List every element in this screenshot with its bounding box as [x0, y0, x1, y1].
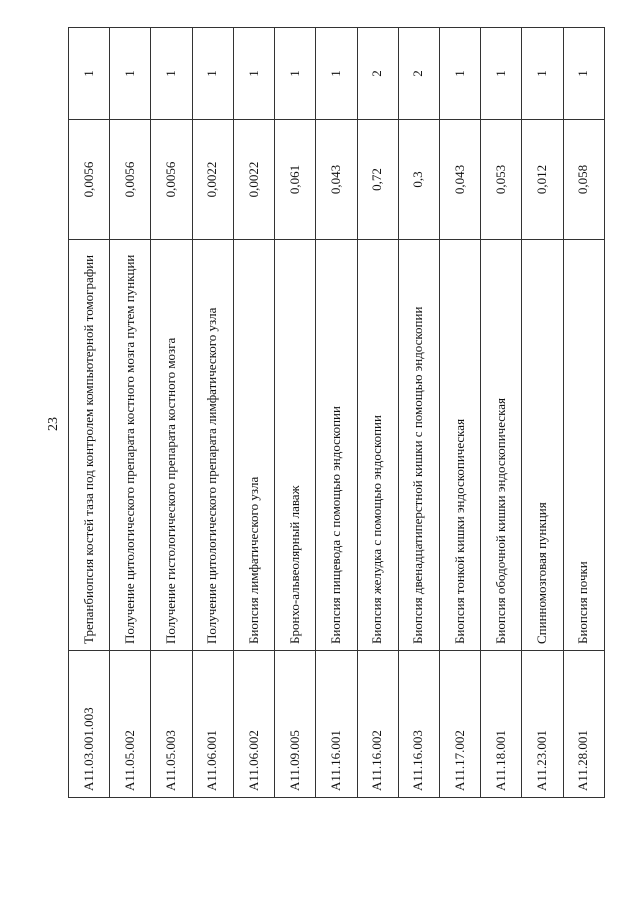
table-row — [563, 28, 604, 798]
service-code-cell: А11.05.003 — [151, 651, 192, 798]
frequency-cell: 0,0056 — [151, 120, 192, 240]
multiplicity-cell: 1 — [439, 28, 480, 120]
table-row — [481, 28, 522, 798]
frequency-cell: 0,72 — [357, 120, 398, 240]
service-name-cell: Получение цитологического препарата лимфатического узла — [192, 240, 233, 651]
service-code-cell: А11.16.001 — [316, 651, 357, 798]
table-row — [316, 28, 357, 798]
frequency-cell: 0,061 — [275, 120, 316, 240]
multiplicity-cell: 1 — [563, 28, 604, 120]
service-name-cell: Трепанбиопсия костей таза под контролем компьютерной томографии — [69, 240, 110, 651]
frequency-cell: 0,0022 — [192, 120, 233, 240]
multiplicity-cell: 1 — [69, 28, 110, 120]
service-name-cell: Получение цитологического препарата костного мозга путем пункции — [110, 240, 151, 651]
frequency-cell: 0,3 — [398, 120, 439, 240]
frequency-cell: 0,0056 — [69, 120, 110, 240]
service-code-cell: А11.09.005 — [275, 651, 316, 798]
multiplicity-cell: 2 — [357, 28, 398, 120]
table-row — [522, 28, 563, 798]
service-name-cell: Биопсия лимфатического узла — [233, 240, 274, 651]
service-code-cell: А11.05.002 — [110, 651, 151, 798]
service-code-cell: А11.23.001 — [522, 651, 563, 798]
service-code-cell: А11.18.001 — [481, 651, 522, 798]
service-name-cell: Биопсия желудка с помощью эндоскопии — [357, 240, 398, 651]
service-name-cell: Спинномозговая пункция — [522, 240, 563, 651]
frequency-cell: 0,0056 — [110, 120, 151, 240]
service-name-cell: Бронхо-альвеолярный лаваж — [275, 240, 316, 651]
service-name-cell: Биопсия ободочной кишки эндоскопическая — [481, 240, 522, 651]
service-name-cell: Биопсия тонкой кишки эндоскопическая — [439, 240, 480, 651]
frequency-cell: 0,043 — [439, 120, 480, 240]
service-code-cell: А11.06.001 — [192, 651, 233, 798]
frequency-cell: 0,012 — [522, 120, 563, 240]
page-number: 23 — [46, 417, 61, 431]
service-code-cell: А11.06.002 — [233, 651, 274, 798]
frequency-cell: 0,058 — [563, 120, 604, 240]
service-code-cell: А11.16.003 — [398, 651, 439, 798]
multiplicity-cell: 2 — [398, 28, 439, 120]
service-name-cell: Биопсия двенадцатиперстной кишки с помощью эндоскопии — [398, 240, 439, 651]
multiplicity-cell: 1 — [275, 28, 316, 120]
service-code-cell: А11.17.002 — [439, 651, 480, 798]
service-name-cell: Биопсия почки — [563, 240, 604, 651]
multiplicity-cell: 1 — [110, 28, 151, 120]
table-row — [110, 28, 151, 798]
table-row — [233, 28, 274, 798]
service-code-cell: А11.16.002 — [357, 651, 398, 798]
frequency-cell: 0,0022 — [233, 120, 274, 240]
service-code-cell: А11.03.001.003 — [69, 651, 110, 798]
multiplicity-cell: 1 — [522, 28, 563, 120]
table-row — [275, 28, 316, 798]
frequency-cell: 0,053 — [481, 120, 522, 240]
table-row — [398, 28, 439, 798]
frequency-cell: 0,043 — [316, 120, 357, 240]
table-row — [151, 28, 192, 798]
service-name-cell: Получение гистологического препарата костного мозга — [151, 240, 192, 651]
service-code-cell: А11.28.001 — [563, 651, 604, 798]
multiplicity-cell: 1 — [316, 28, 357, 120]
table-row — [439, 28, 480, 798]
multiplicity-cell: 1 — [151, 28, 192, 120]
multiplicity-cell: 1 — [233, 28, 274, 120]
table-row — [357, 28, 398, 798]
multiplicity-cell: 1 — [192, 28, 233, 120]
table-row — [192, 28, 233, 798]
multiplicity-cell: 1 — [481, 28, 522, 120]
document-table-container — [68, 28, 605, 798]
service-name-cell: Биопсия пищевода с помощью эндоскопии — [316, 240, 357, 651]
table-row — [69, 28, 110, 798]
services-table — [68, 27, 605, 798]
